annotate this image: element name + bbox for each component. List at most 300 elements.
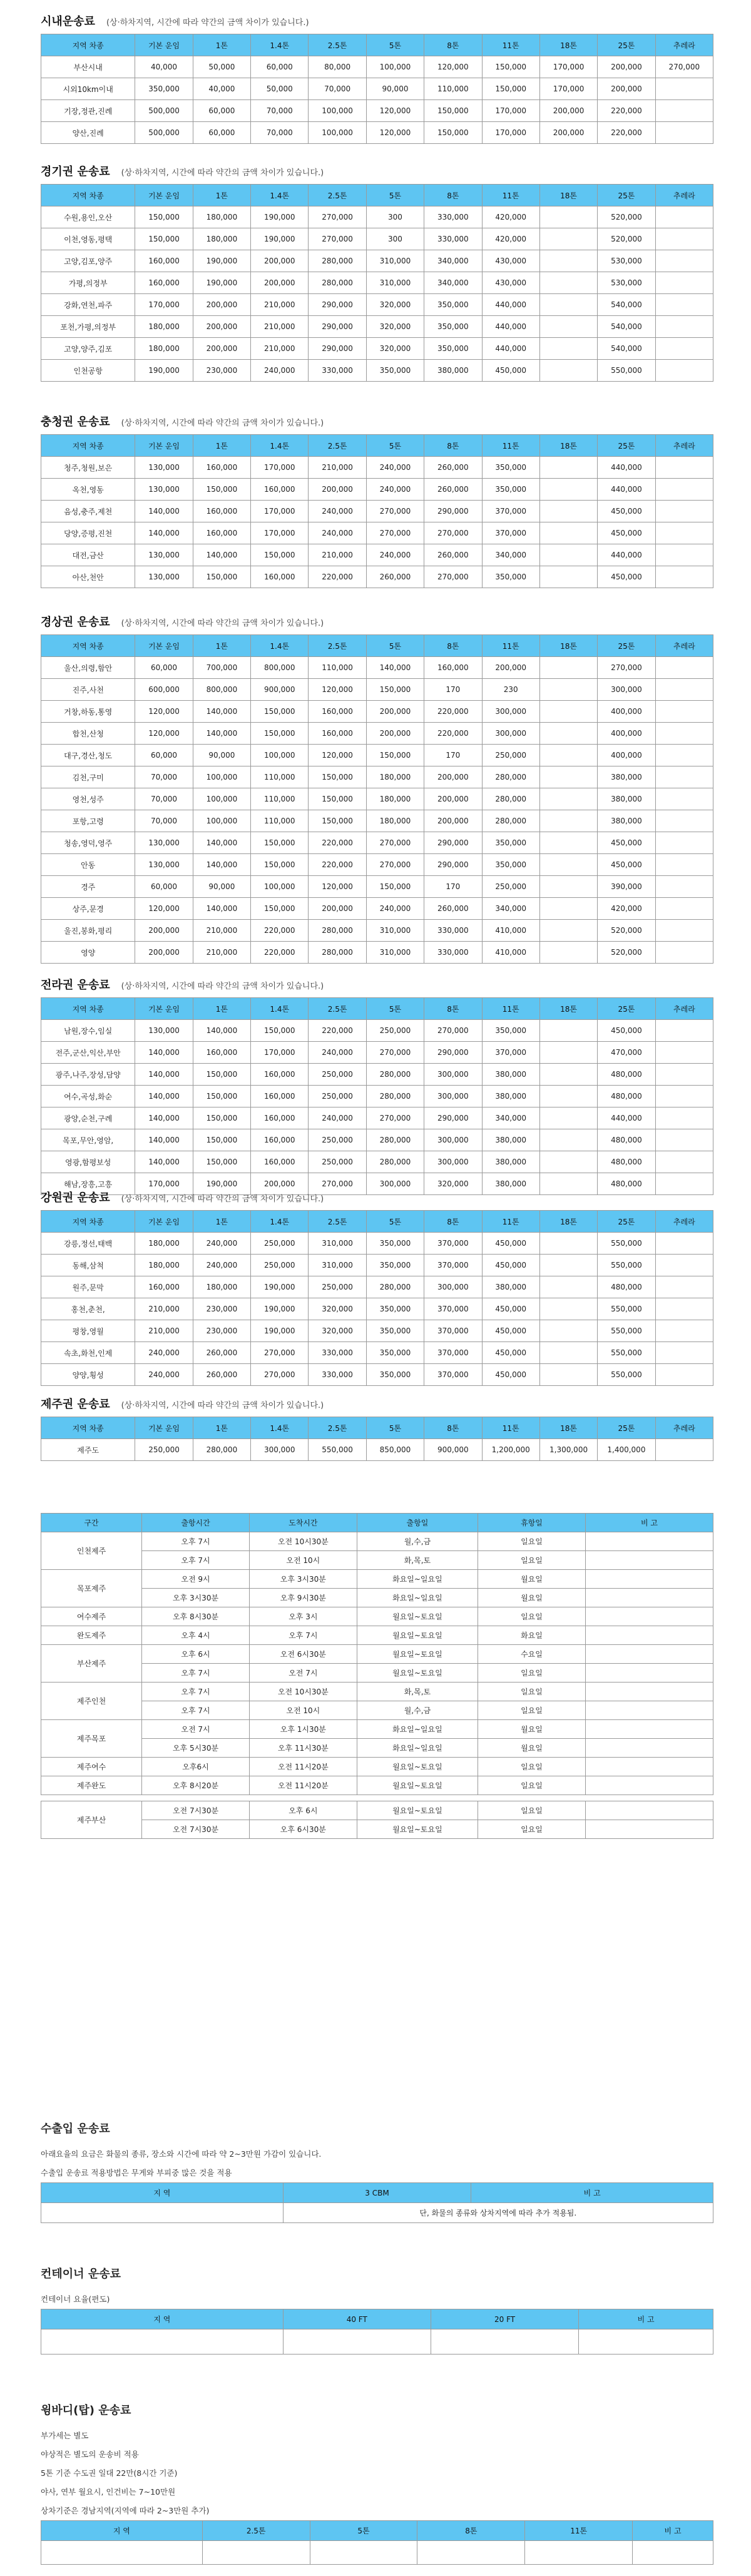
rate-cell: 250,000 (309, 1086, 366, 1107)
rate-cell: 200,000 (424, 810, 482, 832)
rate-cell (655, 228, 713, 250)
rate-cell (539, 1276, 597, 1298)
remark-cell (585, 1758, 713, 1776)
rate-cell (539, 501, 597, 522)
rate-cell: 160,000 (193, 457, 250, 479)
rate-cell: 290,000 (309, 338, 366, 360)
rate-cell: 270,000 (309, 228, 366, 250)
rate-cell: 240,000 (366, 544, 424, 566)
table-row (41, 501, 713, 522)
rate-cell: 200,000 (309, 479, 366, 501)
column-header: 추레라 (655, 185, 713, 206)
rate-cell: 120,000 (135, 723, 193, 745)
empty-cell (310, 2541, 417, 2565)
column-header: 11톤 (482, 435, 539, 457)
rate-cell: 310,000 (366, 250, 424, 272)
schedule-cell: 오후 6시 (142, 1645, 250, 1664)
rate-cell: 200,000 (193, 338, 250, 360)
rate-cell (655, 942, 713, 964)
column-header: 20 FT (431, 2309, 578, 2329)
table-header-row (41, 2309, 713, 2329)
section-header (41, 412, 713, 429)
schedule-cell: 오전 7시30분 (142, 1801, 250, 1820)
rate-cell: 250,000 (309, 1151, 366, 1173)
rate-cell: 340,000 (424, 250, 482, 272)
rate-cell: 340,000 (482, 898, 539, 920)
section-title: 제주권 운송료 (41, 1398, 110, 1411)
rate-cell: 330,000 (424, 206, 482, 228)
rate-cell: 60,000 (135, 876, 193, 898)
schedule-cell: 오후 4시 (142, 1626, 250, 1645)
rate-cell: 180,000 (366, 788, 424, 810)
column-header: 8톤 (424, 635, 482, 657)
rate-cell: 140,000 (135, 1129, 193, 1151)
table-row (41, 1151, 713, 1173)
rate-cell: 380,000 (482, 1173, 539, 1195)
region-cell: 평창,영월 (41, 1320, 135, 1342)
rate-cell: 280,000 (309, 920, 366, 942)
rate-cell: 200,000 (251, 1173, 309, 1195)
rate-cell: 600,000 (135, 679, 193, 701)
rate-cell: 210,000 (135, 1298, 193, 1320)
table-header-row (41, 34, 713, 56)
schedule-cell: 오후 1시30분 (249, 1720, 357, 1739)
rate-cell: 180,000 (193, 1276, 250, 1298)
rate-cell: 260,000 (193, 1364, 250, 1386)
table-row (41, 1720, 713, 1739)
rate-table (41, 1210, 713, 1386)
schedule-cell: 월요일~토요일 (357, 1776, 478, 1795)
rate-cell: 280,000 (309, 272, 366, 294)
rate-cell: 320,000 (309, 1298, 366, 1320)
rate-cell: 270,000 (598, 657, 655, 679)
rate-cell: 170 (424, 679, 482, 701)
rate-cell: 60,000 (193, 122, 250, 144)
rate-cell: 170,000 (251, 457, 309, 479)
empty-cell (417, 2541, 525, 2565)
rate-cell: 210,000 (251, 316, 309, 338)
table-row (41, 723, 713, 745)
rate-cell (655, 898, 713, 920)
column-header: 11톤 (482, 635, 539, 657)
rate-cell: 450,000 (482, 1320, 539, 1342)
schedule-header-row (41, 1514, 713, 1532)
table-row (41, 1776, 713, 1795)
rate-cell: 200,000 (424, 788, 482, 810)
table-row (41, 360, 713, 382)
rate-cell: 150,000 (251, 898, 309, 920)
rate-section (41, 1394, 713, 1461)
rate-cell: 380,000 (482, 1276, 539, 1298)
table-row (41, 1607, 713, 1626)
rate-cell: 160,000 (424, 657, 482, 679)
column-header: 25톤 (598, 635, 655, 657)
route-cell: 제주부산 (41, 1801, 142, 1839)
rate-cell: 500,000 (135, 122, 193, 144)
section-header (41, 1188, 713, 1205)
rate-cell: 240,000 (309, 1042, 366, 1064)
rate-cell: 280,000 (366, 1086, 424, 1107)
rate-cell: 300,000 (424, 1276, 482, 1298)
rate-cell: 270,000 (251, 1364, 309, 1386)
rate-cell: 250,000 (482, 876, 539, 898)
rate-cell (539, 206, 597, 228)
table-row (41, 854, 713, 876)
table-row (41, 78, 713, 100)
rate-cell: 270,000 (424, 566, 482, 588)
rate-cell: 310,000 (366, 272, 424, 294)
rate-cell: 140,000 (193, 701, 250, 723)
rate-cell: 150,000 (251, 1020, 309, 1042)
table-row (41, 100, 713, 122)
rate-section (41, 612, 713, 964)
region-cell: 고양,양주,김포 (41, 338, 135, 360)
rate-cell: 160,000 (251, 1086, 309, 1107)
rate-cell: 70,000 (309, 78, 366, 100)
rate-cell (655, 1439, 713, 1461)
column-header: 8톤 (417, 2521, 525, 2541)
remark-cell (585, 1683, 713, 1701)
schedule-cell: 일요일 (478, 1820, 586, 1839)
rate-cell: 150,000 (251, 701, 309, 723)
rate-cell (539, 479, 597, 501)
rate-cell: 140,000 (135, 1042, 193, 1064)
schedule-cell: 오후 9시30분 (249, 1589, 357, 1607)
rate-cell: 450,000 (482, 360, 539, 382)
rate-cell (655, 122, 713, 144)
rate-cell: 470,000 (598, 1042, 655, 1064)
rate-cell: 170,000 (539, 78, 597, 100)
table-row (41, 1570, 713, 1589)
rate-cell: 200,000 (309, 898, 366, 920)
rate-cell (539, 701, 597, 723)
section-note: (상·하차지역, 시간에 따라 약간의 금액 차이가 있습니다.) (121, 168, 324, 178)
rate-cell: 150,000 (482, 78, 539, 100)
table-row (41, 1064, 713, 1086)
rate-cell (655, 679, 713, 701)
column-header: 25톤 (598, 1211, 655, 1233)
rate-cell: 150,000 (135, 228, 193, 250)
rate-cell: 450,000 (598, 832, 655, 854)
table-row (41, 1626, 713, 1645)
export-table (41, 2182, 713, 2223)
schedule-cell: 화요일~일요일 (357, 1720, 478, 1739)
rate-cell (539, 876, 597, 898)
region-cell: 청송,영덕,영주 (41, 832, 135, 854)
rate-cell: 320,000 (366, 316, 424, 338)
rate-cell: 450,000 (482, 1255, 539, 1276)
rate-cell: 160,000 (251, 1107, 309, 1129)
rate-cell: 160,000 (135, 1276, 193, 1298)
remark-cell (585, 1801, 713, 1820)
region-cell: 가평,의정부 (41, 272, 135, 294)
table-row (41, 1532, 713, 1551)
rate-cell: 290,000 (424, 854, 482, 876)
column-header: 11톤 (482, 1417, 539, 1439)
note-cell: 단, 화물의 종류와 상차지역에 따라 추가 적용됨. (283, 2203, 713, 2223)
remark-cell (585, 1664, 713, 1683)
region-cell: 김천,구미 (41, 766, 135, 788)
rate-cell: 100,000 (251, 876, 309, 898)
rate-cell: 270,000 (424, 522, 482, 544)
region-cell: 진주,사천 (41, 679, 135, 701)
rate-cell: 280,000 (482, 766, 539, 788)
remark-cell (585, 1589, 713, 1607)
rate-cell: 290,000 (309, 294, 366, 316)
rate-cell: 150,000 (366, 876, 424, 898)
rate-cell (539, 1364, 597, 1386)
column-header: 지역 차종 (41, 435, 135, 457)
rate-cell: 220,000 (598, 100, 655, 122)
rate-cell (539, 294, 597, 316)
rate-cell: 350,000 (482, 479, 539, 501)
rate-cell: 60,000 (193, 100, 250, 122)
schedule-cell: 오전 10시 (249, 1551, 357, 1570)
rate-cell (539, 1129, 597, 1151)
rate-cell: 900,000 (251, 679, 309, 701)
rate-cell (655, 1086, 713, 1107)
rate-cell (539, 1255, 597, 1276)
rate-cell: 150,000 (309, 810, 366, 832)
rate-cell (655, 1064, 713, 1086)
rate-cell: 350,000 (366, 1342, 424, 1364)
rate-cell: 150,000 (193, 1064, 250, 1086)
rate-cell (655, 206, 713, 228)
table-row (41, 1320, 713, 1342)
column-header: 11톤 (482, 1211, 539, 1233)
schedule-cell: 월요일~토요일 (357, 1645, 478, 1664)
rate-cell: 200,000 (598, 56, 655, 78)
rate-cell: 270,000 (309, 1173, 366, 1195)
region-cell: 인천공항 (41, 360, 135, 382)
rate-cell: 70,000 (251, 100, 309, 122)
table-row (41, 566, 713, 588)
route-cell: 제주완도 (41, 1776, 142, 1795)
column-header: 2.5톤 (202, 2521, 310, 2541)
schedule-cell: 오전 7시30분 (142, 1820, 250, 1839)
rate-cell (655, 1233, 713, 1255)
rate-cell: 550,000 (598, 1233, 655, 1255)
rate-cell: 380,000 (482, 1129, 539, 1151)
table-header-row (41, 2183, 713, 2203)
rate-cell: 150,000 (309, 788, 366, 810)
rate-cell: 240,000 (309, 1107, 366, 1129)
rate-cell: 210,000 (193, 942, 250, 964)
rate-cell (655, 1320, 713, 1342)
section-header (41, 975, 713, 992)
remark-cell (585, 1551, 713, 1570)
rate-cell: 150,000 (251, 832, 309, 854)
rate-cell: 120,000 (309, 745, 366, 766)
section-title: 시내운송료 (41, 15, 95, 28)
rate-cell: 310,000 (366, 942, 424, 964)
rate-cell: 240,000 (309, 522, 366, 544)
rate-cell: 200,000 (539, 122, 597, 144)
remark-cell (585, 1739, 713, 1758)
table-row (41, 1701, 713, 1720)
table-row (41, 810, 713, 832)
column-header: 3 CBM (283, 2183, 471, 2203)
rate-cell: 50,000 (193, 56, 250, 78)
rate-cell: 50,000 (251, 78, 309, 100)
rate-cell: 180,000 (193, 206, 250, 228)
remark-cell (585, 1645, 713, 1664)
rate-cell: 100,000 (193, 810, 250, 832)
rate-cell: 150,000 (366, 745, 424, 766)
rate-cell (655, 294, 713, 316)
table-row (41, 250, 713, 272)
column-header: 기본 운임 (135, 998, 193, 1020)
rate-cell: 520,000 (598, 228, 655, 250)
rate-cell: 160,000 (251, 566, 309, 588)
rate-cell: 220,000 (424, 701, 482, 723)
section-title: 윙바디(탑) 운송료 (41, 2404, 131, 2417)
rate-cell: 200,000 (539, 100, 597, 122)
rate-cell: 480,000 (598, 1129, 655, 1151)
rate-cell: 150,000 (366, 679, 424, 701)
remark-cell (585, 1720, 713, 1739)
rate-cell: 150,000 (424, 122, 482, 144)
rate-cell: 250,000 (309, 1064, 366, 1086)
table-row (41, 544, 713, 566)
empty-cell (525, 2541, 633, 2565)
column-header: 1톤 (193, 1211, 250, 1233)
info-line: 상차기준은 경남지역(지역에 따라 2~3만원 추가) (41, 2506, 210, 2515)
rate-cell: 380,000 (482, 1151, 539, 1173)
route-cell: 여수제주 (41, 1607, 142, 1626)
rate-cell: 80,000 (309, 56, 366, 78)
region-cell: 옥천,영동 (41, 479, 135, 501)
rate-cell: 430,000 (482, 272, 539, 294)
rate-cell: 70,000 (135, 810, 193, 832)
rate-cell: 180,000 (135, 1233, 193, 1255)
schedule-cell: 월,수,금 (357, 1532, 478, 1551)
rate-cell: 150,000 (193, 479, 250, 501)
rate-cell: 250,000 (251, 1233, 309, 1255)
rate-cell: 280,000 (366, 1276, 424, 1298)
rate-cell: 550,000 (598, 1255, 655, 1276)
rate-cell (539, 723, 597, 745)
column-header: 비 고 (471, 2183, 713, 2203)
rate-cell: 400,000 (598, 723, 655, 745)
table-row (41, 1086, 713, 1107)
rate-cell: 130,000 (135, 566, 193, 588)
rate-cell: 210,000 (309, 457, 366, 479)
rate-cell: 190,000 (251, 1276, 309, 1298)
table-row (41, 1801, 713, 1820)
rate-cell: 370,000 (424, 1233, 482, 1255)
region-cell: 홍천,춘천, (41, 1298, 135, 1320)
rate-cell: 320,000 (424, 1173, 482, 1195)
rate-cell: 170,000 (482, 122, 539, 144)
rate-cell: 480,000 (598, 1173, 655, 1195)
column-header: 1톤 (193, 34, 250, 56)
column-header: 추레라 (655, 435, 713, 457)
rate-cell: 140,000 (135, 1086, 193, 1107)
rate-cell: 190,000 (251, 1320, 309, 1342)
schedule-cell: 오후 3시30분 (249, 1570, 357, 1589)
rate-cell: 320,000 (366, 338, 424, 360)
schedule-cell: 월요일~토요일 (357, 1664, 478, 1683)
region-cell: 원주,문막 (41, 1276, 135, 1298)
schedule-cell: 월요일 (478, 1589, 586, 1607)
rate-table (41, 34, 713, 144)
column-header: 출항일 (357, 1514, 478, 1532)
column-header: 1톤 (193, 1417, 250, 1439)
rate-cell: 270,000 (655, 56, 713, 78)
rate-cell: 310,000 (309, 1233, 366, 1255)
route-cell: 제주인천 (41, 1683, 142, 1720)
rate-cell: 270,000 (366, 1107, 424, 1129)
container-table (41, 2309, 713, 2355)
column-header: 1톤 (193, 185, 250, 206)
rate-cell: 230,000 (193, 1298, 250, 1320)
table-row (41, 1439, 713, 1461)
table-row (41, 56, 713, 78)
schedule-cell: 오후 6시30분 (249, 1820, 357, 1839)
schedule-cell: 오전 10시 (249, 1701, 357, 1720)
rate-cell: 290,000 (424, 832, 482, 854)
schedule-cell: 일요일 (478, 1683, 586, 1701)
schedule-cell: 오후 5시30분 (142, 1739, 250, 1758)
column-header: 18톤 (539, 435, 597, 457)
rate-cell: 300 (366, 206, 424, 228)
rate-cell: 200,000 (598, 78, 655, 100)
region-cell: 안동 (41, 854, 135, 876)
rate-cell: 160,000 (193, 1042, 250, 1064)
rate-cell: 130,000 (135, 854, 193, 876)
rate-cell: 280,000 (193, 1439, 250, 1461)
rate-cell: 200,000 (424, 766, 482, 788)
rate-cell: 170,000 (135, 1173, 193, 1195)
rate-cell (539, 360, 597, 382)
rate-cell: 120,000 (309, 679, 366, 701)
wingbody-table (41, 2520, 713, 2565)
rate-cell: 270,000 (251, 1342, 309, 1364)
rate-cell: 300,000 (424, 1129, 482, 1151)
rate-cell: 260,000 (424, 479, 482, 501)
rate-cell: 100,000 (309, 100, 366, 122)
rate-cell: 340,000 (482, 1107, 539, 1129)
schedule-cell: 오후 7시 (249, 1626, 357, 1645)
rate-cell: 380,000 (482, 1064, 539, 1086)
rate-cell: 270,000 (366, 854, 424, 876)
rate-cell: 550,000 (598, 1342, 655, 1364)
region-cell: 부산시내 (41, 56, 135, 78)
rate-cell: 420,000 (482, 228, 539, 250)
rate-section (41, 975, 713, 1195)
column-header: 기본 운임 (135, 185, 193, 206)
column-header: 지 역 (41, 2521, 203, 2541)
rate-cell: 60,000 (135, 745, 193, 766)
region-cell: 동해,삼척 (41, 1255, 135, 1276)
rate-cell: 440,000 (482, 338, 539, 360)
region-cell: 포천,가평,의정부 (41, 316, 135, 338)
section-note: (상·하차지역, 시간에 따라 약간의 금액 차이가 있습니다.) (121, 419, 324, 428)
rate-cell (655, 1364, 713, 1386)
rate-cell: 290,000 (309, 316, 366, 338)
remark-cell (585, 1570, 713, 1589)
rate-cell: 520,000 (598, 206, 655, 228)
rate-cell: 290,000 (424, 1107, 482, 1129)
section-note: (상·하차지역, 시간에 따라 약간의 금액 차이가 있습니다.) (106, 18, 309, 28)
rate-cell: 220,000 (251, 942, 309, 964)
rate-cell: 210,000 (309, 544, 366, 566)
rate-cell: 250,000 (251, 1255, 309, 1276)
region-cell: 아산,천안 (41, 566, 135, 588)
rate-cell (655, 501, 713, 522)
rate-cell: 220,000 (309, 854, 366, 876)
